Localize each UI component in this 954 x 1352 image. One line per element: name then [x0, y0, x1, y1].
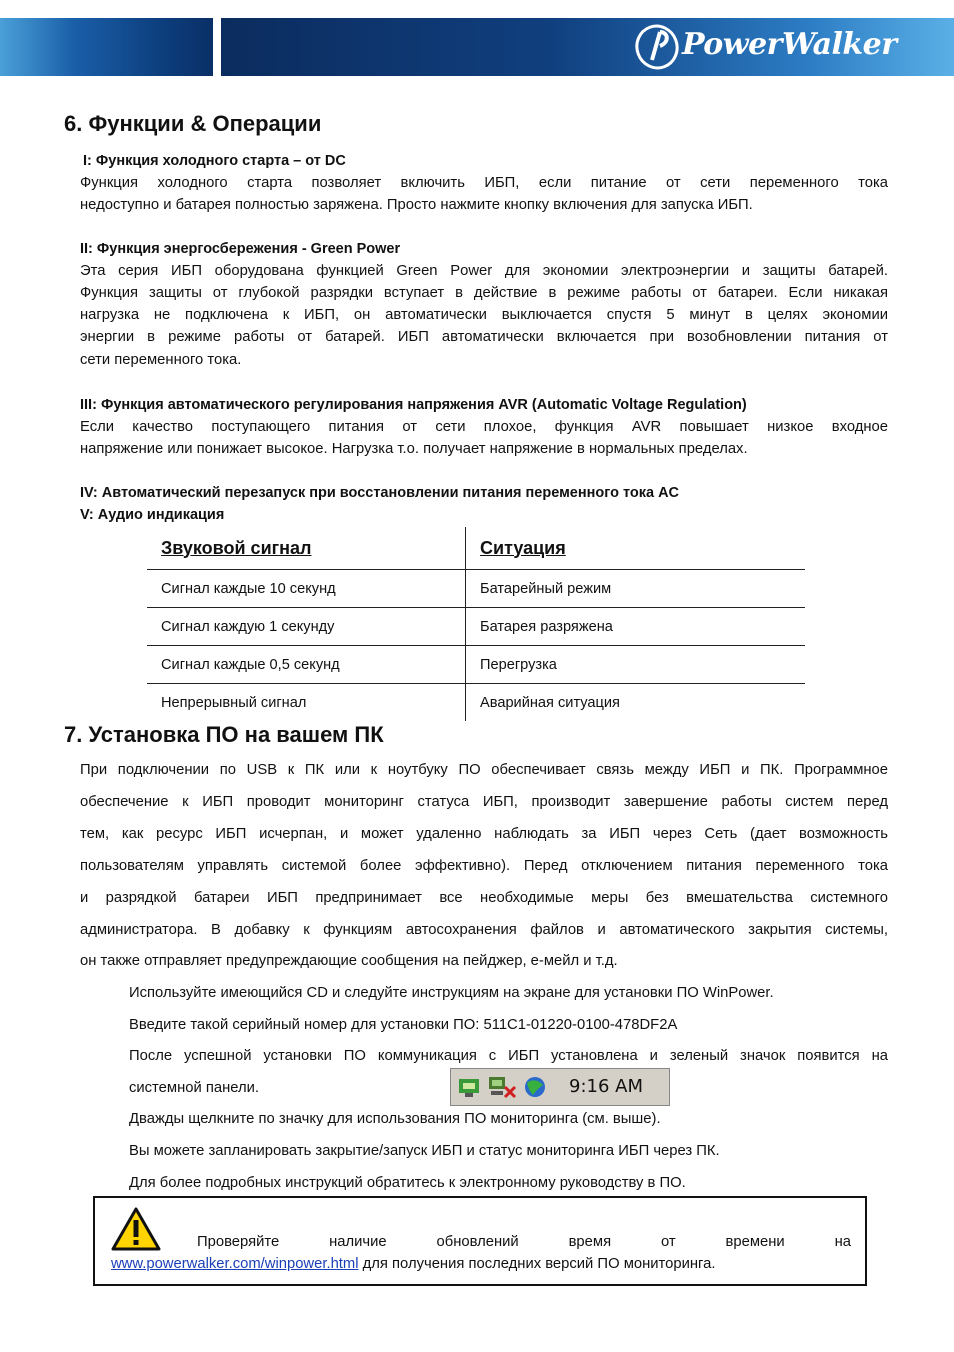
- powerwalker-logo-icon: [634, 22, 680, 72]
- table-cell: Перегрузка: [466, 646, 806, 684]
- header-left-bar: [0, 18, 213, 76]
- table-cell: Сигнал каждые 0,5 секунд: [147, 646, 466, 684]
- table-cell: Аварийная ситуация: [466, 684, 806, 722]
- green-power-line-3: нагрузка не подключена к ИБП, он автоматически выключается спустя 5 минут в целях экономии: [80, 307, 888, 323]
- install-step-serial: Введите такой серийный номер для установки ПО: 511C1-01220-0100-478DF2A: [129, 1017, 678, 1033]
- network-tray-icon: [489, 1077, 515, 1097]
- table-cell: Сигнал каждые 10 секунд: [147, 570, 466, 608]
- avr-line-2: напряжение или понижает высокое. Нагрузка т.о. получает напряжение в нормальных пределах.: [80, 441, 748, 457]
- section-6-title: 6. Функции & Операции: [64, 111, 322, 136]
- cold-start-line-2: недоступно и батарея полностью заряжена. Просто нажмите кнопку включения для запуска ИБП.: [80, 197, 753, 213]
- software-para-line-7: он также отправляет предупреждающие сообщения на пейджер, e-мейл и т.д.: [80, 953, 618, 969]
- software-para-line-1: При подключении по USB к ПК или к ноутбуку ПО обеспечивает связь между ИБП и ПК. Программное: [80, 762, 888, 778]
- table-row: [147, 646, 805, 684]
- cold-start-title: I: Функция холодного старта – от DC: [83, 153, 346, 169]
- audio-title: V: Аудио индикация: [80, 507, 225, 523]
- software-para-line-6: администратора. В добавку к функциям автосохранения файлов и автоматического закрытия системы,: [80, 922, 888, 938]
- table-row: [147, 570, 805, 608]
- table-cell: Сигнал каждую 1 секунду: [147, 608, 466, 646]
- install-step-tray: системной панели.: [129, 1080, 260, 1096]
- tray-clock: 9:16 AM: [569, 1076, 643, 1097]
- notice-line-1: Проверяйте наличие обновлений время от времени на: [197, 1234, 851, 1250]
- table-header-situation: Ситуация: [480, 537, 566, 558]
- software-para-line-4: пользователям управлять системой более эффективно). Перед отключением питания переменного тока: [80, 858, 888, 874]
- table-header-row: [147, 527, 805, 570]
- tray-icons: [455, 1073, 565, 1101]
- globe-tray-icon: [525, 1077, 545, 1097]
- section-7-title: 7. Установка ПО на вашем ПК: [64, 722, 384, 747]
- green-power-line-5: сети переменного тока.: [80, 352, 242, 368]
- green-power-line-2: Функция защиты от глубокой разрядки вступает в действие в режиме работы от батареи. Если никакая: [80, 285, 888, 301]
- table-row: [147, 608, 805, 646]
- cold-start-line-1: Функция холодного старта позволяет включить ИБП, если питание от сети переменного тока: [80, 175, 888, 191]
- winpower-tray-icon: [459, 1079, 479, 1097]
- table-header-signal: Звуковой сигнал: [147, 527, 466, 570]
- winpower-download-link[interactable]: www.powerwalker.com/winpower.html: [111, 1256, 359, 1272]
- audio-signal-table: [147, 527, 805, 721]
- auto-restart-title: IV: Автоматический перезапуск при восстановлении питания переменного тока AC: [80, 485, 680, 501]
- table-cell: Батарейный режим: [466, 570, 806, 608]
- update-notice-box: [93, 1196, 867, 1286]
- notice-line-2-text: для получения последних версий ПО мониторинга.: [358, 1256, 716, 1272]
- software-para-line-3: тем, как ресурс ИБП исчерпан, и может удаленно наблюдать за ИБП через Сеть (дает возможность: [80, 826, 888, 842]
- system-tray-screenshot: [450, 1068, 670, 1106]
- table-row: [147, 684, 805, 722]
- green-power-title: II: Функция энергосбережения - Green Power: [80, 241, 401, 257]
- warning-icon: [111, 1207, 161, 1251]
- table-cell: Непрерывный сигнал: [147, 684, 466, 722]
- install-step-manual: Для более подробных инструкций обратитесь к электронному руководству в ПО.: [129, 1175, 686, 1191]
- install-step-cd: Используйте имеющийся CD и следуйте инструкциям на экране для установки ПО WinPower.: [129, 985, 774, 1001]
- install-step-double-click: Дважды щелкните по значку для использования ПО мониторинга (см. выше).: [129, 1111, 661, 1127]
- brand-logo: [634, 22, 946, 72]
- green-power-line-1: Эта серия ИБП оборудована функцией Green Power для экономии электроэнергии и защиты батарей.: [80, 263, 888, 279]
- avr-line-1: Если качество поступающего питания от сети плохое, функция AVR повышает низкое входное: [80, 419, 888, 435]
- software-para-line-2: обеспечение к ИБП проводит мониторинг статуса ИБП, производит завершение работы систем перед: [80, 794, 888, 810]
- install-step-schedule: Вы можете запланировать закрытие/запуск ИБП и статус мониторинга ИБП через ПК.: [129, 1143, 720, 1159]
- table-cell: Батарея разряжена: [466, 608, 806, 646]
- install-step-success: После успешной установки ПО коммуникация с ИБП установлена и зеленый значок появится на: [129, 1048, 888, 1064]
- brand-name: PowerWalker: [682, 27, 897, 62]
- green-power-line-4: энергии в режиме работы от батарей. ИБП автоматически включается при возобновлении питания от: [80, 329, 888, 345]
- notice-line-2: [111, 1256, 715, 1272]
- avr-title: III: Функция автоматического регулирования напряжения AVR (Automatic Voltage Regulation): [80, 397, 747, 413]
- software-para-line-5: и разрядкой батареи ИБП предпринимает все необходимые меры без вмешательства системного: [80, 890, 888, 906]
